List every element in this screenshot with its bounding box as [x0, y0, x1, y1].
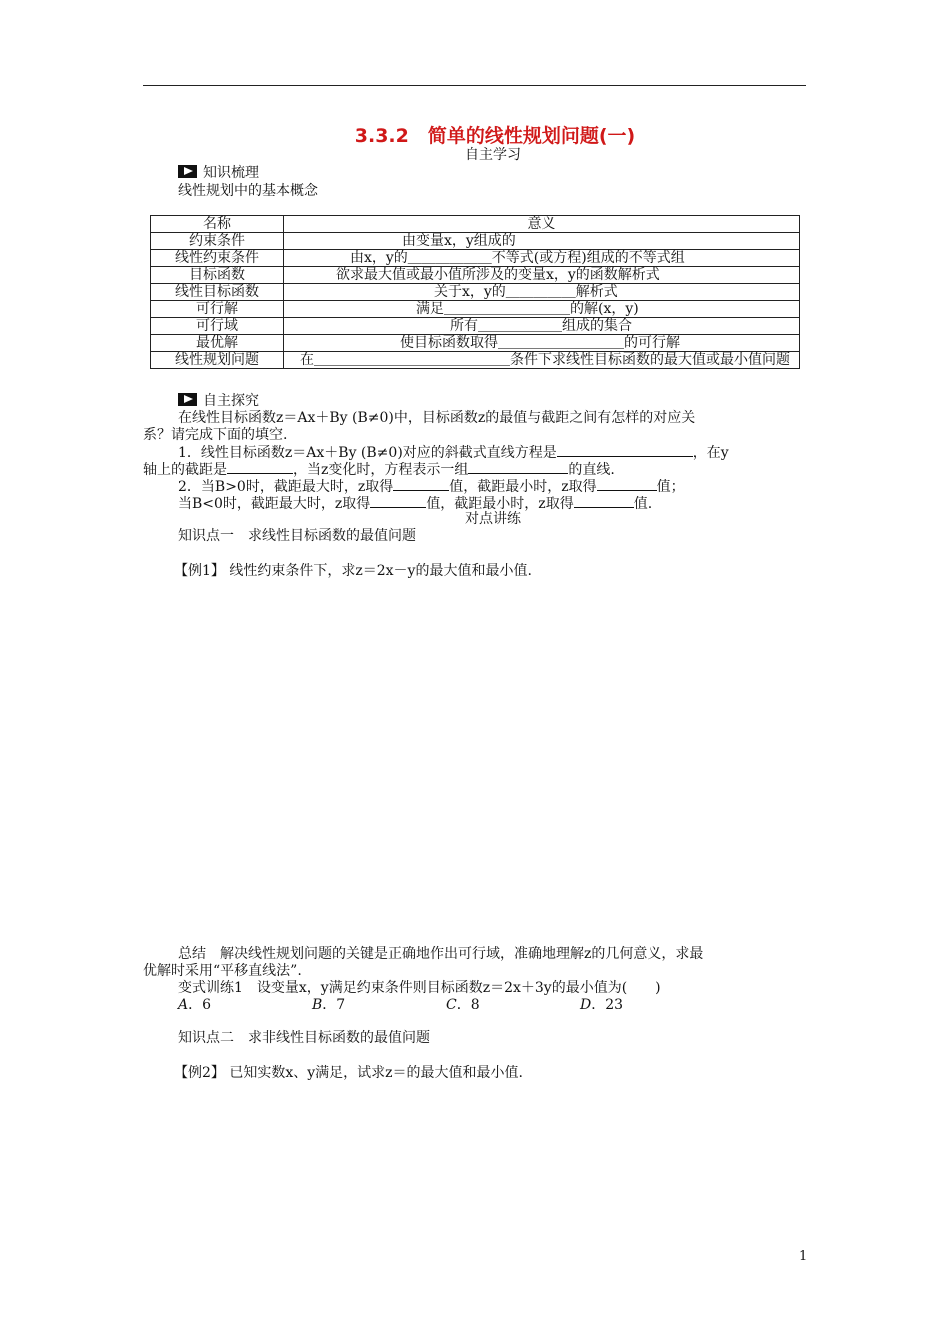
- table-row: [151, 267, 800, 284]
- row-name: 可行域: [151, 318, 284, 335]
- example-tag: 【例1】: [174, 563, 225, 579]
- self-explore-heading: 自主探究: [178, 393, 259, 410]
- row-meaning: 由x，y的＿＿＿＿＿＿不等式(或方程)组成的不等式组: [284, 250, 800, 267]
- row-meaning: 关于x，y的＿＿＿＿＿解析式: [284, 284, 800, 301]
- question-1-line1: 1．线性目标函数z＝Ax＋By (B≠0)对应的斜截式直线方程是 ，在y: [178, 445, 729, 461]
- example-2: [174, 1065, 523, 1082]
- page-title: 3.3.2 简单的线性规划问题(一): [354, 125, 636, 147]
- answer-blank[interactable]: [393, 478, 449, 491]
- answer-blank[interactable]: [574, 495, 634, 508]
- example-1: [174, 563, 532, 580]
- example-tag: 【例2】: [174, 1065, 225, 1081]
- table-row: [151, 352, 800, 369]
- row-meaning: 在＿＿＿＿＿＿＿＿＿＿＿＿＿＿条件下求线性目标函数的最大值或最小值问题: [284, 352, 800, 369]
- row-meaning: 由变量x，y组成的: [284, 233, 800, 250]
- question-1-line2: 轴上的截距是 ，当z变化时，方程表示一组 的直线.: [143, 462, 615, 478]
- example-text: 已知实数x、y满足，试求z＝的最大值和最小值.: [229, 1065, 524, 1081]
- question-2-line2: 当B<0时，截距最大时，z取得 值，截距最小时，z取得 值.: [178, 496, 653, 512]
- row-name: 线性约束条件: [151, 250, 284, 267]
- answer-blank[interactable]: [370, 495, 426, 508]
- table-header-row: [151, 216, 800, 233]
- row-name: 可行解: [151, 301, 284, 318]
- row-name: 约束条件: [151, 233, 284, 250]
- concept-table: [150, 215, 800, 369]
- header-rule: [143, 85, 806, 86]
- question-2-line1: 2．当B>0时，截距最大时，z取得 值，截距最小时，z取得 值；: [178, 479, 685, 495]
- table-row: [151, 335, 800, 352]
- table-row: [151, 250, 800, 267]
- answer-blank[interactable]: [557, 444, 693, 457]
- row-meaning: 欲求最大值或最小值所涉及的变量x，y的函数解析式: [284, 267, 800, 284]
- explore-intro-line2: 系？请完成下面的填空.: [143, 427, 288, 443]
- section-self-study: 自主学习: [465, 147, 521, 163]
- option-a[interactable]: A．6: [178, 997, 212, 1013]
- variant-training-1: 变式训练1 设变量x，y满足约束条件则目标函数z＝2x＋3y的最小值为( ): [178, 980, 661, 996]
- summary-line2: 优解时采用“平移直线法”.: [143, 963, 302, 979]
- row-name: 目标函数: [151, 267, 284, 284]
- page-number: 1: [799, 1249, 808, 1264]
- knowledge-review-intro: 线性规划中的基本概念: [178, 183, 318, 199]
- point-1-heading: 知识点一 求线性目标函数的最值问题: [178, 528, 416, 544]
- section-practice: 对点讲练: [465, 511, 521, 527]
- row-meaning: 使目标函数取得＿＿＿＿＿＿＿＿＿的可行解: [284, 335, 800, 352]
- summary-line1: 总结 解决线性规划问题的关键是正确地作出可行域，准确地理解z的几何意义，求最: [178, 946, 704, 962]
- table-row: [151, 233, 800, 250]
- row-name: 线性规划问题: [151, 352, 284, 369]
- play-marker-icon: [178, 165, 197, 178]
- header-meaning: 意义: [284, 216, 800, 233]
- row-name: 线性目标函数: [151, 284, 284, 301]
- explore-intro-line1: 在线性目标函数z＝Ax＋By (B≠0)中，目标函数z的最值与截距之间有怎样的对应关: [178, 410, 696, 426]
- answer-blank[interactable]: [468, 461, 568, 474]
- example-text: 线性约束条件下，求z＝2x－y的最大值和最小值.: [229, 563, 532, 579]
- point-2-heading: 知识点二 求非线性目标函数的最值问题: [178, 1030, 430, 1046]
- answer-blank[interactable]: [227, 461, 293, 474]
- option-b[interactable]: B．7: [312, 997, 346, 1013]
- table-row: [151, 301, 800, 318]
- table-row: [151, 284, 800, 301]
- knowledge-review-heading: 知识梳理: [178, 165, 259, 182]
- play-marker-icon: [178, 393, 197, 406]
- row-name: 最优解: [151, 335, 284, 352]
- row-meaning: 所有＿＿＿＿＿＿组成的集合: [284, 318, 800, 335]
- row-meaning: 满足＿＿＿＿＿＿＿＿＿的解(x，y): [284, 301, 800, 318]
- table-row: [151, 318, 800, 335]
- option-c[interactable]: C．8: [446, 997, 480, 1013]
- header-name: 名称: [151, 216, 284, 233]
- answer-blank[interactable]: [597, 478, 657, 491]
- option-d[interactable]: D．23: [580, 997, 624, 1013]
